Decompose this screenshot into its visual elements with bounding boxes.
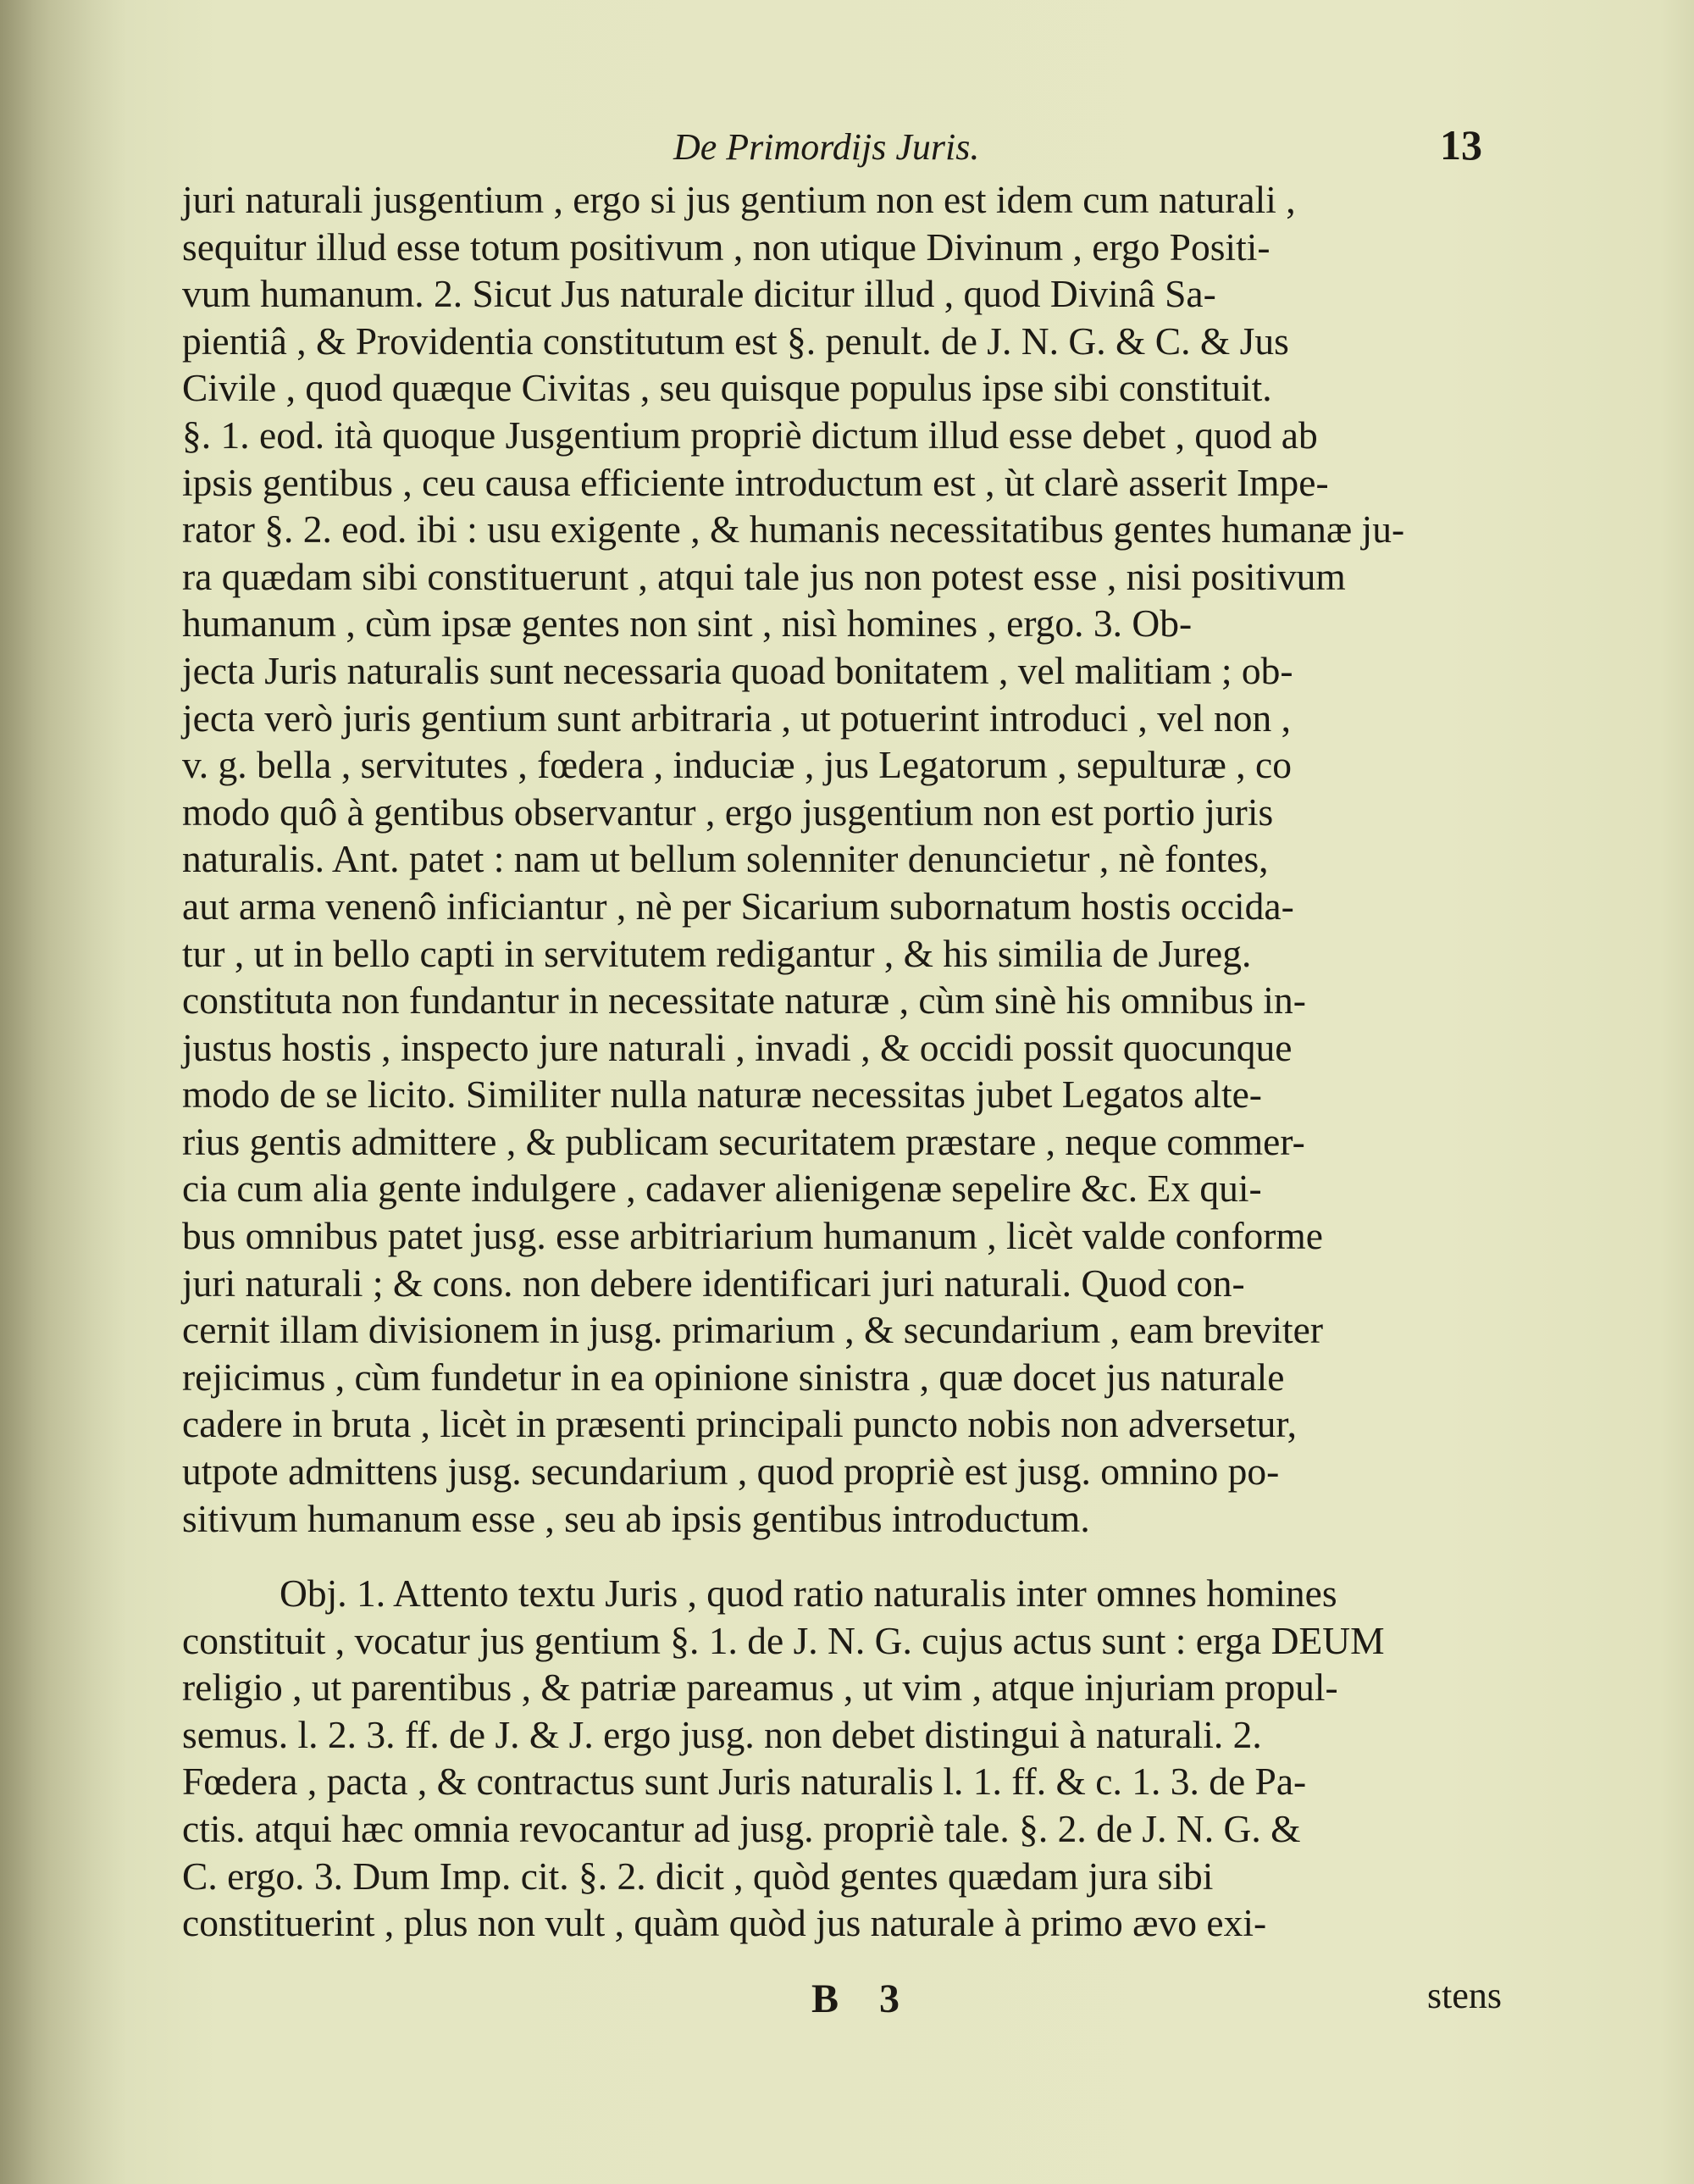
text-line: humanum , cùm ipsæ gentes non sint , nisì homines , ergo. 3. Ob-: [182, 601, 1193, 646]
text-line: sequitur illud esse totum positivum , non utique Divinum , ergo Positi-: [182, 224, 1270, 269]
text-line: ra quædam sibi constituerunt , atqui tale jus non potest esse , nisi positivum: [182, 554, 1346, 598]
text-line: juri naturali ; & cons. non debere identificari juri naturali. Quod con-: [182, 1261, 1245, 1305]
text-line: rius gentis admittere , & publicam securitatem præstare , neque commer-: [182, 1119, 1305, 1163]
running-head: De Primordijs Juris.: [673, 126, 980, 168]
text-line: ipsis gentibus , ceu causa efficiente introductum est , ùt clarè asserit Impe-: [182, 460, 1329, 504]
text-line: justus hostis , inspecto jure naturali , invadi , & occidi possit quocunque: [182, 1025, 1293, 1069]
text-line: pientiâ , & Providentia constitutum est §. penult. de J. N. G. & C. & Jus: [182, 319, 1289, 363]
text-line: semus. l. 2. 3. ff. de J. & J. ergo jusg. non debet distingui à naturali. 2.: [182, 1712, 1262, 1756]
page-number: 13: [1440, 121, 1482, 169]
text-line: cadere in bruta , licèt in præsenti principali puncto nobis non adversetur,: [182, 1402, 1298, 1446]
text-line: constituerint , plus non vult , quàm quòd jus naturale à primo ævo exi-: [182, 1901, 1267, 1945]
text-line: aut arma venenô inficiantur , nè per Sicarium subornatum hostis occida-: [182, 884, 1294, 928]
text-line: juri naturali jusgentium , ergo si jus gentium non est idem cum naturali ,: [182, 178, 1296, 221]
signature-mark: B 3: [811, 1976, 916, 2021]
text-line: cernit illam divisionem in jusg. primarium , & secundarium , eam breviter: [182, 1308, 1323, 1352]
text-line: sitivum humanum esse , seu ab ipsis gentibus introductum.: [182, 1496, 1090, 1540]
text-line: rator §. 2. eod. ibi : usu exigente , & humanis necessitatibus gentes humanæ ju-: [182, 507, 1405, 552]
text-line: naturalis. Ant. patet : nam ut bellum solenniter denuncietur , nè fontes,: [182, 837, 1269, 881]
text-line: constituit , vocatur jus gentium §. 1. de J. N. G. cujus actus sunt : erga DEUM: [182, 1618, 1385, 1662]
text-line: Obj. 1. Attento textu Juris , quod ratio naturalis inter omnes homines: [280, 1571, 1337, 1615]
text-line: cia cum alia gente indulgere , cadaver alienigenæ sepelire &c. Ex qui-: [182, 1167, 1262, 1211]
text-line: Fœdera , pacta , & contractus sunt Juris naturalis l. 1. ff. & c. 1. 3. de Pa-: [182, 1760, 1307, 1804]
text-line: modo de se licito. Similiter nulla naturæ necessitas jubet Legatos alte-: [182, 1073, 1262, 1117]
text-line: rejicimus , cùm fundetur in ea opinione sinistra , quæ docet jus naturale: [182, 1355, 1285, 1399]
text-line: constituta non fundantur in necessitate naturæ , cùm sinè his omnibus in-: [182, 978, 1306, 1023]
text-line: utpote admittens jusg. secundarium , quod propriè est jusg. omnino po-: [182, 1450, 1280, 1494]
text-line: tur , ut in bello capti in servitutem redigantur , & his similia de Jureg.: [182, 931, 1252, 975]
catchword: stens: [1427, 1975, 1502, 2016]
text-line: ctis. atqui hæc omnia revocantur ad jusg. propriè tale. §. 2. de J. N. G. &: [182, 1806, 1301, 1850]
text-line: religio , ut parentibus , & patriæ pareamus , ut vim , atque injuriam propul-: [182, 1666, 1338, 1710]
text-line: C. ergo. 3. Dum Imp. cit. §. 2. dicit , quòd gentes quædam jura sibi: [182, 1854, 1214, 1898]
text-line: bus omnibus patet jusg. esse arbitriarium humanum , licèt valde conforme: [182, 1214, 1323, 1258]
text-line: modo quô à gentibus observantur , ergo jusgentium non est portio juris: [182, 790, 1274, 834]
text-line: Civile , quod quæque Civitas , seu quisque populus ipse sibi constituit.: [182, 366, 1272, 410]
text-line: jecta verò juris gentium sunt arbitraria , ut potuerint introduci , vel non ,: [182, 696, 1292, 740]
paragraph-1: [182, 176, 1499, 1542]
text-line: §. 1. eod. ità quoque Jusgentium propriè dictum illud esse debet , quod ab: [182, 413, 1318, 457]
paragraph-2-objections: [182, 1570, 1499, 1947]
text-line: v. g. bella , servitutes , fœdera , induciæ , jus Legatorum , sepulturæ , co: [182, 743, 1292, 787]
text-line: jecta Juris naturalis sunt necessaria quoad bonitatem , vel malitiam ; ob-: [182, 648, 1293, 692]
page-gutter-shadow: [0, 0, 127, 2184]
text-line: vum humanum. 2. Sicut Jus naturale dicitur illud , quod Divinâ Sa-: [182, 272, 1216, 316]
